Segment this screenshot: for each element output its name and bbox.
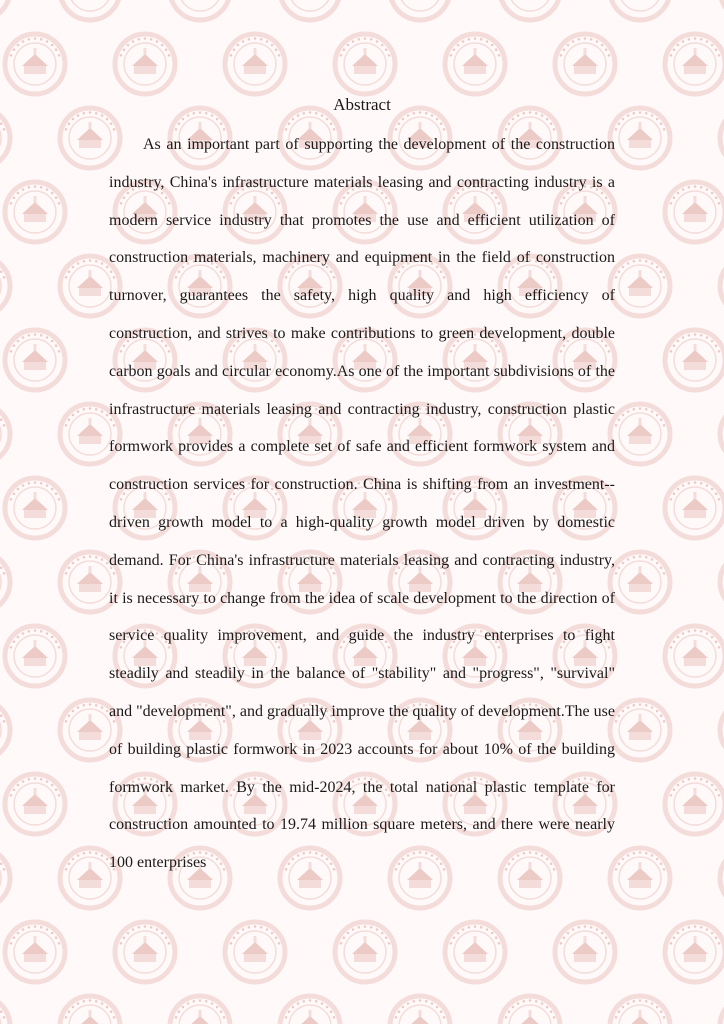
abstract-title: Abstract [333, 95, 391, 114]
abstract-paragraph: As an important part of supporting the development of the construction industry, China's infrastructure materials leasing and contracting industry is a modern service industry that promotes the use and efficient utilization of construction materials, machinery and equipment in the field of construction turnover, guarantees the safety, high quality and high efficiency of construction, and strives to make contributions to green development, double carbon goals and circular economy.As one of the important subdivisions of the infrastructure materials leasing and contracting industry, construction plastic formwork provides a complete set of safe and efficient formwork system and construction services for construction. China is shifting from an investment--driven growth model to a high-quality growth model driven by domestic demand. For China's infrastructure materials leasing and contracting industry, it is necessary to change from the idea of scale development to the direction of service quality improvement, and guide the industry enterprises to fight steadily and steadily in the balance of "stability" and "progress", "survival" and "development", and gradually improve the quality of development.The use of building plastic formwork in 2023 accounts for about 10% of the building formwork market. By the mid-2024, the total national plastic template for construction amounted to 19.74 million square meters, and there were nearly 100 enterprises [109, 136, 615, 872]
